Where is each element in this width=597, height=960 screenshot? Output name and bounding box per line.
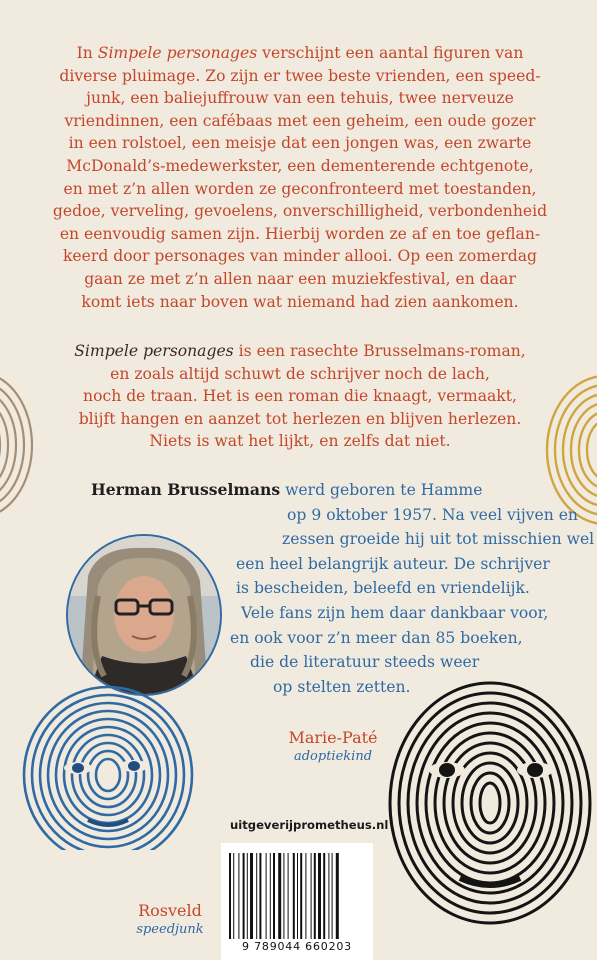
blurb-line: Niets is wat het lijkt, en zelfs dat niet. [149,432,451,451]
bio-line: werd geboren te Hamme [280,481,483,499]
bio-line: Vele fans zijn hem daar dankbaar voor, [241,603,549,622]
publisher-url: uitgeverijprometheus.nl [230,818,389,832]
bio-line: die de literatuur steeds weer [250,653,480,672]
blurb-line: gaan ze met z’n allen naar een muziekfestival, en daar [84,269,516,288]
isbn-number: 9 789044 660203 [242,940,352,953]
character-role: speedjunk [136,922,204,937]
blurb-line: en zoals altijd schuwt de schrijver noch de lach, [110,364,490,383]
character-role: adoptiekind [293,749,373,764]
character-label-marie-pate [272,728,394,766]
character-label-rosveld [110,901,230,939]
character-name: Rosveld [138,901,202,920]
blurb-line: is een rasechte Brusselmans-roman, [233,342,526,360]
blurb-line: junk, een baliejuffrouw van een tehuis, twee nerveuze [86,89,514,108]
fingerprint-decor-left-icon [0,365,40,525]
bio-line: een heel belangrijk auteur. De schrijver [236,554,550,573]
blurb-line: noch de traan. Het is een roman die knaagt, vermaakt, [83,387,517,406]
blurb-line: diverse pluimage. Zo zijn er twee beste vrienden, een speed- [59,66,541,85]
fingerprint-face-black-icon [385,678,597,928]
fingerprint-face-blue-icon [8,680,208,850]
blurb-line: blijft hangen en aanzet tot herlezen en blijven herlezen. [78,409,522,428]
barcode-icon [221,843,373,960]
author-name: Herman Brusselmans [91,480,281,499]
barcode-bars [229,853,365,939]
blurb-line: gedoe, verveling, gevoelens, onverschilligheid, verbondenheid [52,202,548,221]
bio-line: zessen groeide hij uit tot misschien wel [282,530,595,549]
blurb-paragraph-1 [40,42,560,313]
blurb-intro: In [76,44,98,62]
book-title-italic: Simpele personages [74,342,234,360]
blurb-line: McDonald’s-medewerkster, een dementerende echtgenote, [66,156,534,175]
blurb-line: vriendinnen, een cafébaas met een geheim, een oude gozer [64,111,536,130]
blurb-line: keerd door personages van minder allooi. Op een zomerdag [62,247,538,266]
character-name: Marie-Paté [288,728,378,747]
blurb-line: in een rolstoel, een meisje dat een jongen was, een zwarte [68,134,532,153]
bio-line: en ook voor z’n meer dan 85 boeken, [230,628,523,647]
bio-line: op 9 oktober 1957. Na veel vijven en [287,505,578,524]
blurb-line: en met z’n allen worden ze geconfronteerd met toestanden, [63,179,537,198]
blurb-line: komt iets naar boven wat niemand had zien aankomen. [81,292,519,311]
author-photo [66,534,222,696]
blurb-paragraph-2 [40,340,560,453]
bio-line: is bescheiden, beleefd en vriendelijk. [236,579,530,598]
bio-line: op stelten zetten. [273,677,411,696]
blurb-line: verschijnt een aantal figuren van [257,44,524,62]
book-title-italic: Simpele personages [97,44,258,62]
blurb-line: en eenvoudig samen zijn. Hierbij worden ze af en toe geflan- [59,224,541,243]
